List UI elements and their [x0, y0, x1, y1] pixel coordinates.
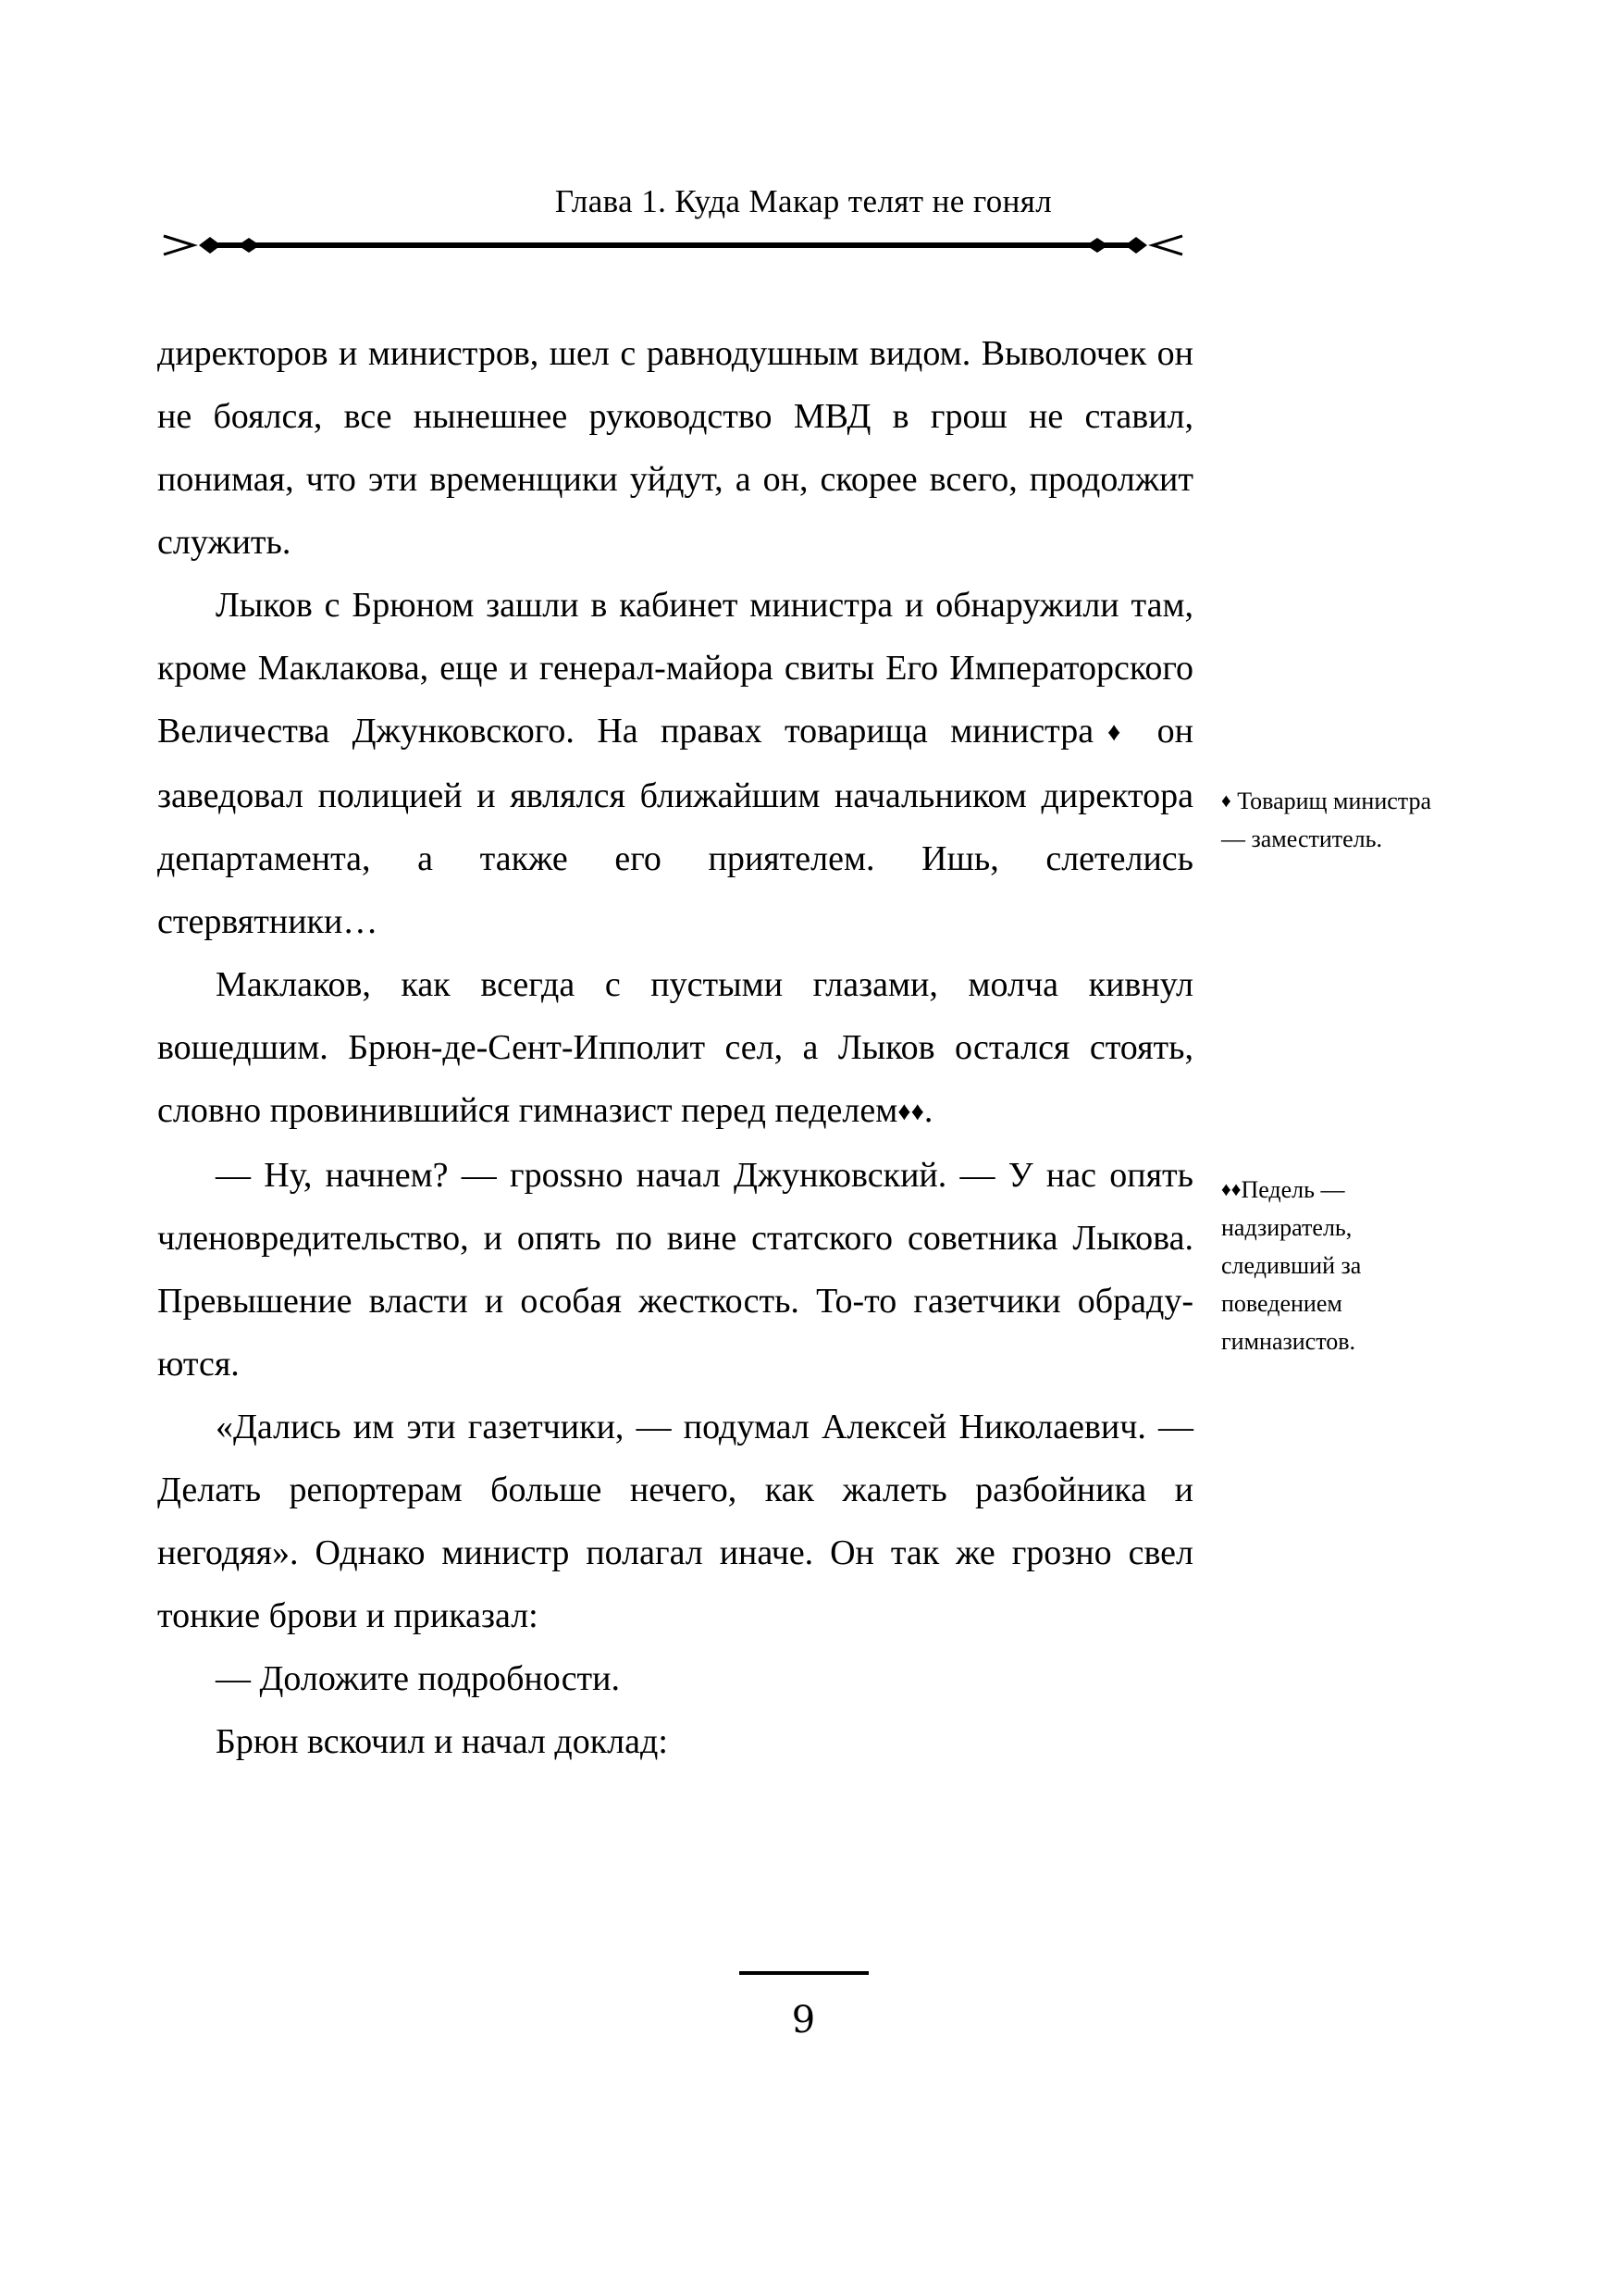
folio-rule: [739, 1971, 869, 1975]
margin-note-marker-single-diamond: ♦: [1221, 789, 1231, 812]
footnote-marker-double-diamond: ♦♦: [897, 1098, 924, 1126]
paragraph-report-command: [157, 1647, 1193, 1710]
margin-note-pedel: [1221, 1171, 1452, 1360]
paragraph-text: — Доложите подробности.: [216, 1659, 620, 1698]
paragraph-text-after-footnote: .: [923, 1091, 933, 1130]
paragraph-continued: [157, 322, 1193, 574]
running-head: [0, 181, 1607, 255]
ornament-svg: [162, 235, 1184, 255]
paragraph-bryun-report: [157, 1710, 1193, 1773]
margin-note-text: Товарищ министра — заместитель.: [1221, 788, 1432, 852]
paragraph-dzhunkovsky-speech: [157, 1144, 1193, 1396]
margin-note-marker-double-diamond: ♦♦: [1221, 1178, 1242, 1200]
paragraph-text: директоров и министров, шел с равнодушным видом. Выволочек он не боялся, все нынешнее руководство МВД в грош не ставил, понимая, что эти временщики уйдут, а он, скорее всего, продолжит служить.: [157, 334, 1193, 562]
paragraph-text-before-footnote: Лыков с Брюном зашли в кабинет министра и обнаружили там, кроме Маклакова, еще и генерал-майора свиты Его Императорского Величества Джунковского. На правах товарища министра: [157, 586, 1193, 751]
margin-note-tovarishch: [1221, 782, 1452, 858]
folio: [0, 1971, 1607, 2042]
paragraph-text: «Дались им эти газетчики, — подумал Алексей Николаевич. — Делать репортерам больше нечего, как жалеть разбойника и негодяя». Однако министр полагал иначе. Он так же грозно свел тонкие брови и приказал:: [157, 1408, 1193, 1635]
paragraph-text-before-footnote: Маклаков, как всегда с пустыми глазами, молча кивнул вошедшим. Брюн-де-Сент-Ипполит сел, а Лыков остался стоять, словно провинившийся гимназист перед педелем: [157, 965, 1193, 1130]
paragraph-inner-thought: [157, 1396, 1193, 1647]
paragraph-maklakov: [157, 953, 1193, 1144]
footnote-marker-single-diamond: ♦: [1094, 718, 1135, 747]
paragraph-text-after-footnote: он заведовал полицией и являлся ближайшим начальником директора департамента, а также его приятелем. Ишь, слетелись стервятники…: [157, 712, 1193, 941]
page-number: 9: [791, 1999, 816, 2042]
paragraph-lykov-bryun: [157, 574, 1193, 953]
diamond-rule-ornament-icon: [162, 235, 1184, 255]
paragraph-text: Брюн вскочил и начал доклад:: [216, 1722, 668, 1761]
chapter-title: Глава 1. Куда Макар телят не гонял: [554, 183, 1053, 219]
paragraph-text: — Ну, начнем? — гpossно начал Джунковский. — У нас опять членовредительство, и опять по вине статского советника Лыкова. Превышение власти и особая жесткость. То-то газетчики обрадуются.: [157, 1156, 1193, 1384]
margin-note-text: Педель — надзиратель, следивший за поведением гимназистов.: [1221, 1176, 1362, 1355]
main-text-column: [157, 322, 1193, 1773]
